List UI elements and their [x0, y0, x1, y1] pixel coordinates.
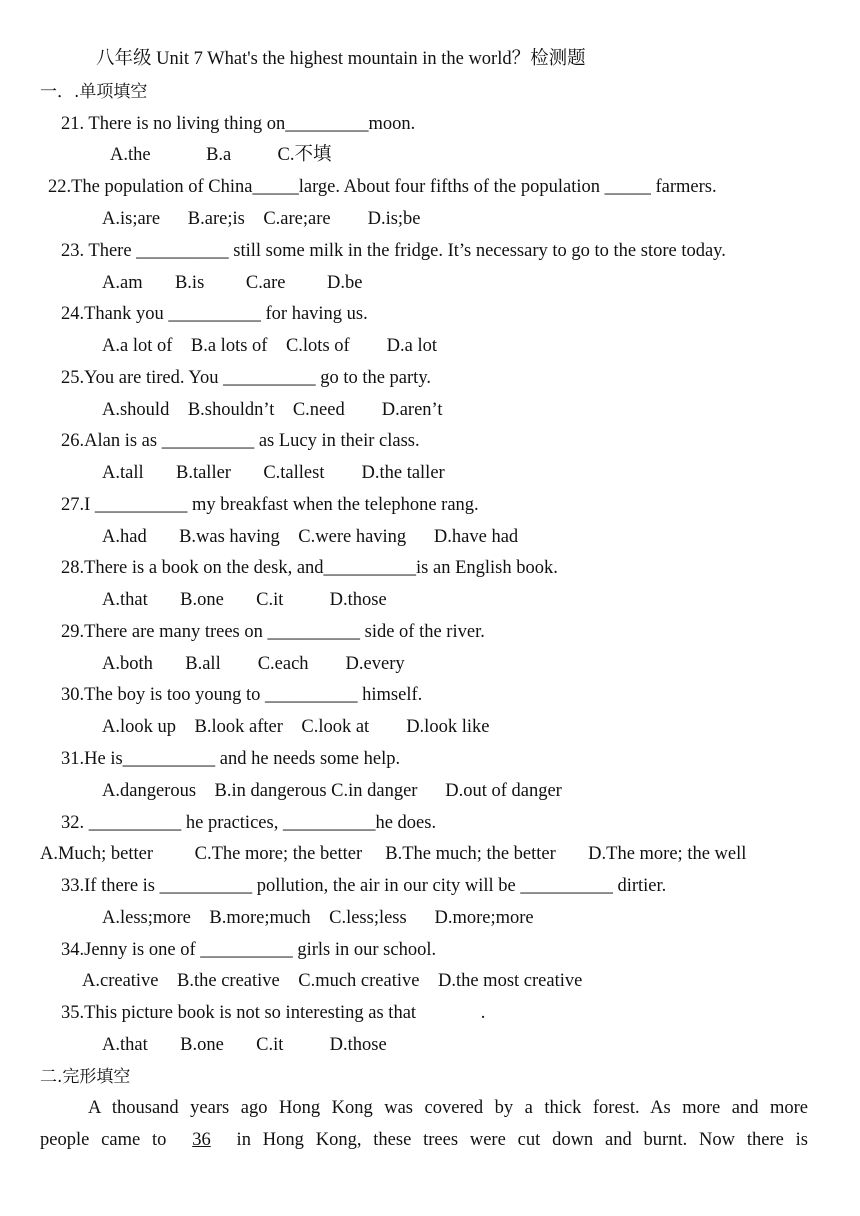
question-stem: 22.The population of China_____large. About four fifths of the population _____ farmers.	[48, 177, 717, 197]
cloze-blank: 36	[192, 1130, 211, 1150]
question-options: A.am B.is C.are D.be	[102, 273, 363, 293]
question-options: A.should B.shouldn’t C.need D.aren’t	[102, 400, 443, 420]
question-stem: 28.There is a book on the desk, and__________is an English book.	[61, 558, 558, 578]
section-heading-single-choice: 一．.单项填空	[40, 82, 148, 102]
passage-line: A thousand years ago Hong Kong was covered by a thick forest. As more and more	[88, 1098, 808, 1118]
question-options: A.tall B.taller C.tallest D.the taller	[102, 463, 445, 483]
question-options: A.Much; better C.The more; the better B.The much; the better D.The more; the well	[40, 844, 747, 864]
question-stem: 32. __________ he practices, __________he does.	[61, 813, 437, 833]
question-options: A.dangerous B.in dangerous C.in danger D.out of danger	[102, 781, 562, 801]
section-heading-cloze: 二.完形填空	[40, 1067, 131, 1087]
question-options: A.a lot of B.a lots of C.lots of D.a lot	[102, 336, 438, 356]
question-stem: 23. There __________ still some milk in the fridge. It’s necessary to go to the store today.	[61, 241, 726, 261]
passage-text: in Hong Kong, these trees were cut down and burnt. Now there is	[224, 1130, 808, 1150]
question-stem: 34.Jenny is one of __________ girls in our school.	[61, 940, 437, 960]
question-stem: 26.Alan is as __________ as Lucy in their class.	[61, 431, 420, 451]
passage-text: people came to	[40, 1130, 179, 1150]
passage-line	[40, 1128, 808, 1152]
question-stem: 33.If there is __________ pollution, the air in our city will be __________ dirtier.	[61, 876, 667, 896]
question-options: A.had B.was having C.were having D.have had	[102, 527, 519, 547]
question-options: A.less;more B.more;much C.less;less D.more;more	[102, 908, 534, 928]
question-stem: 24.Thank you __________ for having us.	[61, 304, 368, 324]
question-stem: 21. There is no living thing on_________moon.	[61, 114, 416, 134]
question-options: A.is;are B.are;is C.are;are D.is;be	[102, 209, 421, 229]
question-stem: 35.This picture book is not so interesting as that .	[61, 1003, 486, 1023]
question-options: A.both B.all C.each D.every	[102, 654, 405, 674]
page-title: 八年级 Unit 7 What's the highest mountain in the world？检测题	[96, 49, 586, 69]
question-options: A.look up B.look after C.look at D.look like	[102, 717, 490, 737]
question-options: A.that B.one C.it D.those	[102, 590, 387, 610]
question-options: A.that B.one C.it D.those	[102, 1035, 387, 1055]
question-stem: 29.There are many trees on __________ side of the river.	[61, 622, 485, 642]
question-stem: 31.He is__________ and he needs some help.	[61, 749, 401, 769]
question-stem: 30.The boy is too young to __________ himself.	[61, 685, 423, 705]
question-options: A.creative B.the creative C.much creative D.the most creative	[82, 971, 583, 991]
question-stem: 27.I __________ my breakfast when the telephone rang.	[61, 495, 479, 515]
question-stem: 25.You are tired. You __________ go to the party.	[61, 368, 431, 388]
question-options: A.the B.a C.不填	[110, 145, 332, 165]
